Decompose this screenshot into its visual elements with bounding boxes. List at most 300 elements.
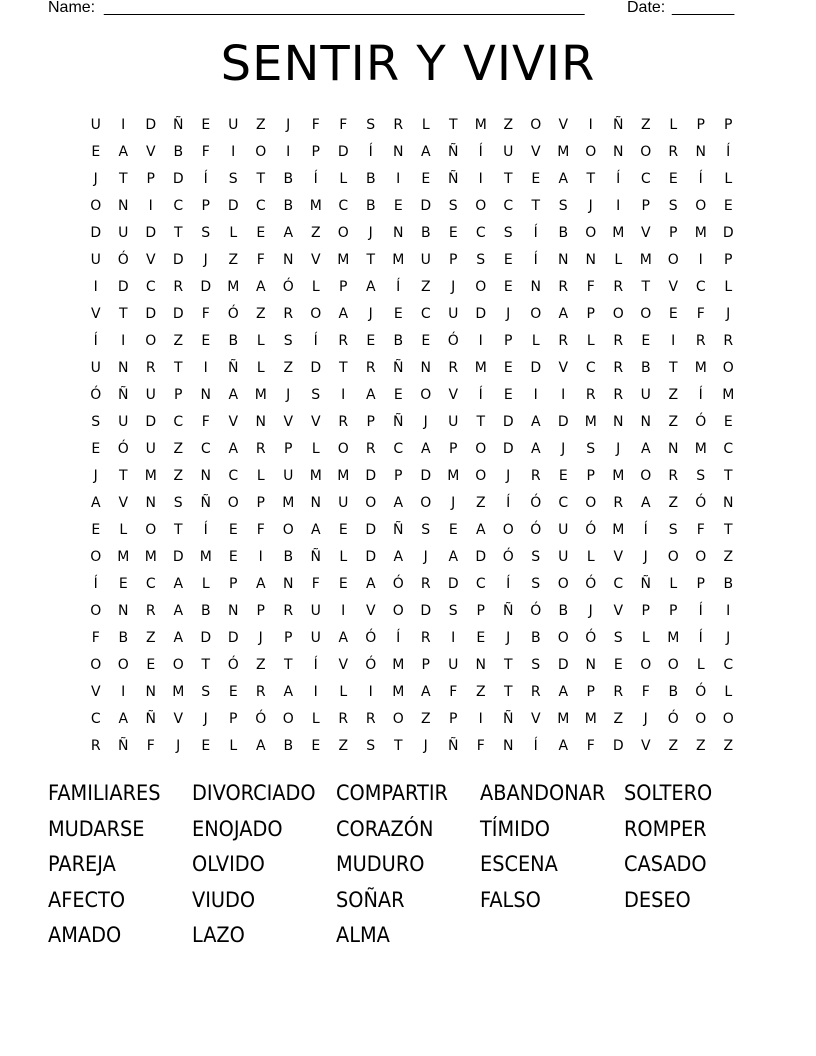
grid-letter[interactable]: Ñ <box>393 360 404 376</box>
grid-letter[interactable]: B <box>228 333 239 349</box>
grid-letter[interactable]: R <box>365 360 376 376</box>
grid-letter[interactable]: P <box>696 117 705 133</box>
grid-letter[interactable]: R <box>448 360 459 376</box>
grid-letter[interactable]: L <box>669 117 678 133</box>
grid-letter[interactable]: A <box>90 495 101 511</box>
grid-letter[interactable]: U <box>448 414 459 430</box>
grid-letter[interactable]: N <box>118 360 129 376</box>
grid-letter[interactable]: C <box>503 198 514 214</box>
grid-letter[interactable]: Í <box>203 171 208 187</box>
grid-letter[interactable]: N <box>475 657 486 673</box>
grid-letter[interactable]: N <box>283 576 294 592</box>
grid-letter[interactable]: Í <box>506 576 511 592</box>
grid-letter[interactable]: U <box>283 468 294 484</box>
grid-letter[interactable]: P <box>339 279 348 295</box>
grid-letter[interactable]: Í <box>698 603 703 619</box>
grid-letter[interactable]: P <box>641 198 650 214</box>
grid-letter[interactable]: J <box>423 549 428 565</box>
grid-letter[interactable]: P <box>586 684 595 700</box>
grid-letter[interactable]: M <box>337 252 350 268</box>
grid-letter[interactable]: I <box>121 117 126 133</box>
grid-letter[interactable]: J <box>726 306 731 322</box>
grid-letter[interactable]: E <box>118 576 128 592</box>
grid-letter[interactable]: V <box>338 657 349 673</box>
grid-letter[interactable]: I <box>561 387 566 403</box>
grid-letter[interactable]: I <box>286 144 291 160</box>
grid-letter[interactable]: N <box>200 468 211 484</box>
grid-letter[interactable]: C <box>558 495 569 511</box>
grid-letter[interactable]: P <box>201 198 210 214</box>
grid-letter[interactable]: O <box>475 279 487 295</box>
grid-letter[interactable]: S <box>201 225 211 241</box>
grid-letter[interactable]: R <box>90 738 101 754</box>
grid-letter[interactable]: M <box>694 225 707 241</box>
grid-letter[interactable]: S <box>448 603 458 619</box>
grid-letter[interactable]: O <box>530 117 542 133</box>
grid-letter[interactable]: E <box>338 522 348 538</box>
grid-letter[interactable]: B <box>283 171 294 187</box>
grid-letter[interactable]: J <box>368 306 373 322</box>
grid-letter[interactable]: Í <box>313 171 318 187</box>
grid-letter[interactable]: L <box>339 549 348 565</box>
grid-letter[interactable]: B <box>420 225 431 241</box>
grid-letter[interactable]: B <box>283 549 294 565</box>
grid-letter[interactable]: Í <box>698 387 703 403</box>
grid-letter[interactable]: R <box>283 603 294 619</box>
grid-letter[interactable]: A <box>365 387 376 403</box>
grid-letter[interactable]: B <box>530 630 541 646</box>
grid-letter[interactable]: U <box>558 522 569 538</box>
grid-letter[interactable]: T <box>586 171 596 187</box>
grid-letter[interactable]: N <box>585 252 596 268</box>
grid-letter[interactable]: Ó <box>282 279 294 295</box>
grid-letter[interactable]: L <box>229 738 238 754</box>
grid-letter[interactable]: Í <box>533 252 538 268</box>
grid-letter[interactable]: Ó <box>530 522 542 538</box>
grid-letter[interactable]: D <box>172 171 184 187</box>
grid-letter[interactable]: A <box>365 576 376 592</box>
grid-letter[interactable]: U <box>420 252 431 268</box>
grid-letter[interactable]: D <box>475 549 487 565</box>
grid-letter[interactable]: C <box>723 657 734 673</box>
grid-letter[interactable]: F <box>201 306 210 322</box>
grid-letter[interactable]: Ó <box>585 522 597 538</box>
grid-letter[interactable]: T <box>668 360 678 376</box>
grid-letter[interactable]: B <box>558 225 569 241</box>
grid-letter[interactable]: Z <box>695 738 706 754</box>
grid-letter[interactable]: P <box>146 171 155 187</box>
grid-letter[interactable]: D <box>172 549 184 565</box>
grid-letter[interactable]: E <box>448 522 458 538</box>
grid-letter[interactable]: M <box>309 198 322 214</box>
grid-letter[interactable]: O <box>310 306 322 322</box>
grid-letter[interactable]: M <box>612 522 625 538</box>
grid-letter[interactable]: N <box>118 603 129 619</box>
grid-letter[interactable]: V <box>530 711 541 727</box>
grid-letter[interactable]: Ñ <box>613 117 624 133</box>
grid-letter[interactable]: J <box>203 252 208 268</box>
grid-letter[interactable]: Ó <box>695 684 707 700</box>
grid-letter[interactable]: Ñ <box>228 360 239 376</box>
grid-letter[interactable]: S <box>421 522 431 538</box>
grid-letter[interactable]: O <box>365 495 377 511</box>
grid-letter[interactable]: Z <box>723 738 734 754</box>
grid-letter[interactable]: F <box>201 144 210 160</box>
grid-letter[interactable]: O <box>145 522 157 538</box>
grid-letter[interactable]: P <box>174 387 183 403</box>
grid-letter[interactable]: Ñ <box>145 711 156 727</box>
grid-letter[interactable]: T <box>531 198 541 214</box>
grid-letter[interactable]: D <box>502 414 514 430</box>
grid-letter[interactable]: U <box>448 306 459 322</box>
grid-letter[interactable]: A <box>420 684 431 700</box>
grid-letter[interactable]: E <box>91 144 101 160</box>
grid-letter[interactable]: Z <box>228 252 239 268</box>
grid-letter[interactable]: E <box>421 333 431 349</box>
grid-letter[interactable]: S <box>228 171 238 187</box>
grid-letter[interactable]: J <box>203 711 208 727</box>
grid-letter[interactable]: O <box>530 306 542 322</box>
grid-letter[interactable]: R <box>558 279 569 295</box>
grid-letter[interactable]: E <box>256 225 266 241</box>
grid-letter[interactable]: C <box>393 441 404 457</box>
grid-letter[interactable]: E <box>201 117 211 133</box>
grid-letter[interactable]: E <box>421 171 431 187</box>
grid-letter[interactable]: U <box>310 630 321 646</box>
grid-letter[interactable]: T <box>366 252 376 268</box>
grid-letter[interactable]: C <box>173 198 184 214</box>
grid-letter[interactable]: M <box>639 252 652 268</box>
grid-letter[interactable]: A <box>365 279 376 295</box>
grid-letter[interactable]: F <box>696 522 705 538</box>
grid-letter[interactable]: D <box>475 306 487 322</box>
grid-letter[interactable]: D <box>420 468 432 484</box>
grid-letter[interactable]: Í <box>93 333 98 349</box>
grid-letter[interactable]: I <box>478 711 483 727</box>
grid-letter[interactable]: O <box>640 306 652 322</box>
grid-letter[interactable]: L <box>531 333 540 349</box>
grid-letter[interactable]: V <box>668 279 679 295</box>
grid-letter[interactable]: A <box>118 144 129 160</box>
grid-letter[interactable]: T <box>283 657 293 673</box>
grid-letter[interactable]: T <box>393 738 403 754</box>
grid-letter[interactable]: S <box>201 684 211 700</box>
grid-letter[interactable]: L <box>339 171 348 187</box>
grid-letter[interactable]: R <box>613 333 624 349</box>
grid-letter[interactable]: I <box>231 144 236 160</box>
grid-letter[interactable]: P <box>449 711 458 727</box>
grid-letter[interactable]: U <box>448 657 459 673</box>
grid-letter[interactable]: E <box>201 738 211 754</box>
grid-letter[interactable]: U <box>145 387 156 403</box>
grid-letter[interactable]: V <box>640 738 651 754</box>
grid-letter[interactable]: Ñ <box>448 738 459 754</box>
grid-letter[interactable]: I <box>616 198 621 214</box>
grid-letter[interactable]: E <box>503 360 513 376</box>
grid-letter[interactable]: V <box>310 414 321 430</box>
grid-letter[interactable]: O <box>695 198 707 214</box>
grid-letter[interactable]: I <box>341 603 346 619</box>
grid-letter[interactable]: C <box>255 198 266 214</box>
grid-letter[interactable]: J <box>176 738 181 754</box>
grid-letter[interactable]: V <box>613 603 624 619</box>
grid-letter[interactable]: Í <box>726 144 731 160</box>
word-search-grid[interactable] <box>82 112 742 760</box>
grid-letter[interactable]: A <box>558 306 569 322</box>
grid-letter[interactable]: F <box>146 738 155 754</box>
grid-letter[interactable]: Ó <box>667 711 679 727</box>
grid-letter[interactable]: R <box>613 495 624 511</box>
grid-letter[interactable]: O <box>392 711 404 727</box>
grid-letter[interactable]: N <box>668 441 679 457</box>
grid-letter[interactable]: U <box>90 252 101 268</box>
grid-letter[interactable]: U <box>310 603 321 619</box>
grid-letter[interactable]: Ó <box>117 441 129 457</box>
grid-letter[interactable]: B <box>668 684 679 700</box>
grid-letter[interactable]: F <box>256 252 265 268</box>
grid-letter[interactable]: D <box>200 279 212 295</box>
grid-letter[interactable]: N <box>585 657 596 673</box>
grid-letter[interactable]: O <box>722 711 734 727</box>
grid-letter[interactable]: M <box>337 468 350 484</box>
grid-letter[interactable]: A <box>283 684 294 700</box>
grid-letter[interactable]: L <box>119 522 128 538</box>
grid-letter[interactable]: S <box>311 387 321 403</box>
grid-letter[interactable]: Í <box>396 279 401 295</box>
grid-letter[interactable]: O <box>90 549 102 565</box>
grid-letter[interactable]: N <box>283 252 294 268</box>
grid-letter[interactable]: T <box>201 657 211 673</box>
grid-letter[interactable]: N <box>118 198 129 214</box>
grid-letter[interactable]: E <box>228 684 238 700</box>
grid-letter[interactable]: M <box>722 387 735 403</box>
grid-letter[interactable]: O <box>695 711 707 727</box>
grid-letter[interactable]: O <box>667 549 679 565</box>
grid-letter[interactable]: L <box>256 360 265 376</box>
grid-letter[interactable]: P <box>366 414 375 430</box>
grid-letter[interactable]: Ó <box>227 306 239 322</box>
grid-letter[interactable]: U <box>503 144 514 160</box>
grid-letter[interactable]: A <box>640 441 651 457</box>
grid-letter[interactable]: J <box>93 468 98 484</box>
grid-letter[interactable]: V <box>613 549 624 565</box>
grid-letter[interactable]: R <box>723 333 734 349</box>
grid-letter[interactable]: D <box>365 522 377 538</box>
grid-letter[interactable]: J <box>423 738 428 754</box>
grid-letter[interactable]: L <box>586 333 595 349</box>
grid-letter[interactable]: J <box>616 441 621 457</box>
grid-letter[interactable]: Í <box>698 630 703 646</box>
grid-letter[interactable]: O <box>612 306 624 322</box>
grid-letter[interactable]: Í <box>93 576 98 592</box>
grid-letter[interactable]: L <box>421 117 430 133</box>
grid-letter[interactable]: V <box>640 225 651 241</box>
grid-letter[interactable]: U <box>558 549 569 565</box>
grid-letter[interactable]: O <box>695 549 707 565</box>
grid-letter[interactable]: I <box>148 198 153 214</box>
grid-letter[interactable]: R <box>530 684 541 700</box>
grid-letter[interactable]: Ó <box>530 495 542 511</box>
grid-letter[interactable]: N <box>503 738 514 754</box>
grid-letter[interactable]: J <box>506 630 511 646</box>
grid-letter[interactable]: L <box>724 279 733 295</box>
grid-letter[interactable]: Í <box>643 522 648 538</box>
grid-letter[interactable]: O <box>420 387 432 403</box>
grid-letter[interactable]: R <box>283 306 294 322</box>
grid-letter[interactable]: Ó <box>365 657 377 673</box>
grid-letter[interactable]: Í <box>533 738 538 754</box>
grid-letter[interactable]: Ó <box>695 495 707 511</box>
grid-letter[interactable]: P <box>669 225 678 241</box>
grid-letter[interactable]: O <box>282 522 294 538</box>
grid-letter[interactable]: Z <box>255 306 266 322</box>
grid-letter[interactable]: M <box>199 549 212 565</box>
grid-letter[interactable]: Z <box>283 360 294 376</box>
grid-letter[interactable]: T <box>256 171 266 187</box>
grid-letter[interactable]: S <box>531 576 541 592</box>
grid-letter[interactable]: R <box>145 603 156 619</box>
grid-letter[interactable]: O <box>475 441 487 457</box>
grid-letter[interactable]: Ñ <box>640 576 651 592</box>
grid-letter[interactable]: Z <box>668 495 679 511</box>
grid-letter[interactable]: P <box>586 468 595 484</box>
grid-letter[interactable]: R <box>145 360 156 376</box>
grid-letter[interactable]: M <box>282 495 295 511</box>
grid-letter[interactable]: C <box>640 171 651 187</box>
grid-letter[interactable]: E <box>448 225 458 241</box>
grid-letter[interactable]: P <box>449 441 458 457</box>
grid-letter[interactable]: M <box>392 684 405 700</box>
grid-letter[interactable]: Ñ <box>503 603 514 619</box>
grid-letter[interactable]: V <box>530 144 541 160</box>
grid-letter[interactable]: Z <box>173 468 184 484</box>
grid-letter[interactable]: L <box>696 657 705 673</box>
grid-letter[interactable]: L <box>586 549 595 565</box>
grid-letter[interactable]: V <box>90 684 101 700</box>
grid-letter[interactable]: Z <box>613 711 624 727</box>
grid-letter[interactable]: I <box>121 684 126 700</box>
grid-letter[interactable]: I <box>451 630 456 646</box>
grid-letter[interactable]: L <box>724 171 733 187</box>
grid-letter[interactable]: O <box>585 225 597 241</box>
grid-letter[interactable]: A <box>558 171 569 187</box>
grid-letter[interactable]: Z <box>255 117 266 133</box>
grid-letter[interactable]: I <box>368 684 373 700</box>
grid-letter[interactable]: J <box>561 441 566 457</box>
grid-letter[interactable]: M <box>392 657 405 673</box>
grid-letter[interactable]: Z <box>173 441 184 457</box>
grid-letter[interactable]: Í <box>313 333 318 349</box>
grid-letter[interactable]: E <box>668 306 678 322</box>
grid-letter[interactable]: D <box>502 441 514 457</box>
grid-letter[interactable]: M <box>144 549 157 565</box>
grid-letter[interactable]: Z <box>338 738 349 754</box>
grid-letter[interactable]: D <box>227 198 239 214</box>
grid-letter[interactable]: O <box>337 441 349 457</box>
grid-letter[interactable]: S <box>531 657 541 673</box>
grid-letter[interactable]: J <box>506 468 511 484</box>
grid-letter[interactable]: F <box>311 576 320 592</box>
grid-letter[interactable]: A <box>255 279 266 295</box>
grid-letter[interactable]: V <box>558 360 569 376</box>
grid-letter[interactable]: D <box>145 414 157 430</box>
grid-letter[interactable]: I <box>313 684 318 700</box>
grid-letter[interactable]: C <box>420 306 431 322</box>
grid-letter[interactable]: U <box>90 360 101 376</box>
grid-letter[interactable]: O <box>420 495 432 511</box>
grid-letter[interactable]: E <box>641 333 651 349</box>
grid-letter[interactable]: J <box>423 414 428 430</box>
grid-letter[interactable]: D <box>557 414 569 430</box>
grid-letter[interactable]: R <box>668 144 679 160</box>
grid-letter[interactable]: Ñ <box>310 549 321 565</box>
grid-letter[interactable]: Í <box>533 225 538 241</box>
grid-letter[interactable]: F <box>449 684 458 700</box>
grid-letter[interactable]: Ó <box>447 333 459 349</box>
grid-letter[interactable]: A <box>255 738 266 754</box>
grid-letter[interactable]: M <box>474 360 487 376</box>
grid-letter[interactable]: E <box>91 441 101 457</box>
grid-letter[interactable]: F <box>311 117 320 133</box>
grid-letter[interactable]: Í <box>368 144 373 160</box>
grid-letter[interactable]: V <box>173 711 184 727</box>
grid-letter[interactable]: M <box>144 468 157 484</box>
grid-letter[interactable]: F <box>256 522 265 538</box>
grid-letter[interactable]: A <box>173 576 184 592</box>
grid-letter[interactable]: E <box>558 468 568 484</box>
grid-letter[interactable]: A <box>228 387 239 403</box>
grid-letter[interactable]: P <box>256 603 265 619</box>
grid-letter[interactable]: N <box>640 414 651 430</box>
grid-letter[interactable]: A <box>475 522 486 538</box>
grid-letter[interactable]: E <box>146 657 156 673</box>
grid-letter[interactable]: O <box>145 333 157 349</box>
grid-letter[interactable]: O <box>502 522 514 538</box>
grid-letter[interactable]: D <box>227 630 239 646</box>
grid-letter[interactable]: E <box>228 522 238 538</box>
grid-letter[interactable]: R <box>338 333 349 349</box>
grid-letter[interactable]: R <box>558 333 569 349</box>
grid-letter[interactable]: N <box>558 252 569 268</box>
grid-letter[interactable]: E <box>503 279 513 295</box>
grid-letter[interactable]: D <box>530 360 542 376</box>
grid-letter[interactable]: P <box>229 576 238 592</box>
grid-letter[interactable]: L <box>311 441 320 457</box>
grid-letter[interactable]: N <box>613 414 624 430</box>
grid-letter[interactable]: Í <box>698 171 703 187</box>
grid-letter[interactable]: C <box>338 198 349 214</box>
grid-letter[interactable]: R <box>613 387 624 403</box>
grid-letter[interactable]: V <box>283 414 294 430</box>
grid-letter[interactable]: A <box>530 441 541 457</box>
grid-letter[interactable]: Ó <box>392 576 404 592</box>
grid-letter[interactable]: Ó <box>117 252 129 268</box>
grid-letter[interactable]: V <box>448 387 459 403</box>
grid-letter[interactable]: D <box>117 279 129 295</box>
grid-letter[interactable]: J <box>506 306 511 322</box>
grid-letter[interactable]: O <box>255 144 267 160</box>
grid-letter[interactable]: E <box>228 549 238 565</box>
grid-letter[interactable]: A <box>228 441 239 457</box>
grid-letter[interactable]: L <box>641 630 650 646</box>
grid-letter[interactable]: A <box>393 549 404 565</box>
grid-letter[interactable]: M <box>584 414 597 430</box>
grid-letter[interactable]: J <box>286 117 291 133</box>
grid-letter[interactable]: P <box>284 441 293 457</box>
grid-letter[interactable]: A <box>255 576 266 592</box>
grid-letter[interactable]: M <box>309 468 322 484</box>
grid-letter[interactable]: T <box>118 468 128 484</box>
